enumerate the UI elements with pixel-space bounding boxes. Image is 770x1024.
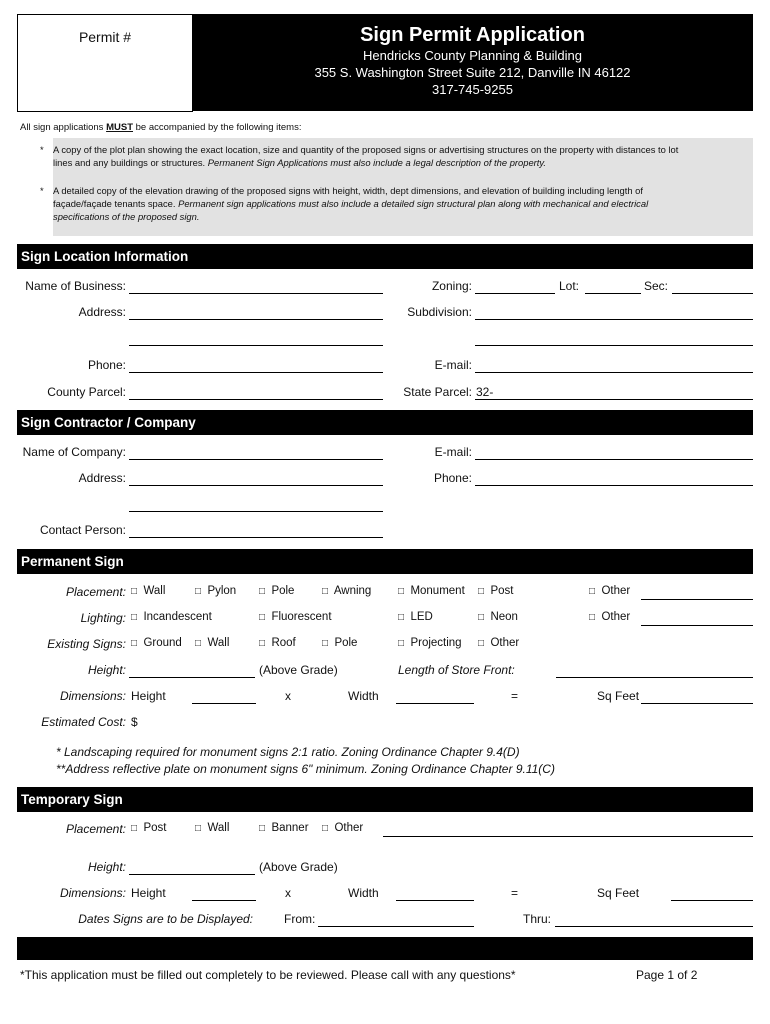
note1-line2b: Permanent Sign Applications must also include a legal description of the property. — [207, 157, 546, 168]
note2-line3: specifications of the proposed sign. — [53, 211, 200, 222]
temp-dim-width-field[interactable] — [396, 900, 474, 901]
perm-placement-awning-option[interactable] — [322, 585, 371, 597]
perm-placement-pole-option[interactable] — [259, 585, 294, 597]
company-name-label: Name of Company: — [22, 445, 126, 459]
perm-lighting-other-field[interactable] — [641, 625, 753, 626]
temp-dim-width-label: Width — [348, 886, 379, 900]
option-label: Awning — [333, 585, 372, 597]
section-permanent-sign: Permanent Sign — [17, 549, 753, 574]
perm-dim-width-label: Width — [348, 689, 379, 703]
checkbox-icon[interactable]: □ — [589, 612, 596, 623]
landscaping-note: * Landscaping required for monument signs 2:1 ratio. Zoning Ordinance Chapter 9.4(D) — [56, 745, 520, 759]
lot-field[interactable] — [585, 293, 641, 294]
sec-label: Sec: — [644, 279, 669, 293]
section-temporary-sign: Temporary Sign — [17, 787, 753, 812]
estimated-cost-dollar: $ — [131, 715, 138, 729]
business-name-label: Name of Business: — [25, 279, 126, 293]
business-phone-label: Phone: — [87, 358, 126, 372]
checkbox-icon[interactable]: □ — [131, 823, 138, 834]
perm-lighting-led-option[interactable] — [398, 611, 433, 623]
bullet: * — [40, 144, 44, 155]
temp-sq-feet-field[interactable] — [671, 900, 753, 901]
requirement-elevation — [40, 184, 740, 223]
company-address-field[interactable] — [129, 485, 383, 486]
perm-lighting-other-option[interactable] — [589, 611, 630, 623]
option-label: Wall — [207, 822, 230, 834]
perm-height-field[interactable] — [129, 677, 255, 678]
permit-number-label: Permit # — [78, 29, 132, 45]
requirement-plot-plan — [40, 143, 740, 169]
perm-placement-post-option[interactable] — [478, 585, 513, 597]
checkbox-icon[interactable]: □ — [259, 638, 266, 649]
checkbox-icon[interactable]: □ — [478, 638, 485, 649]
company-address-field-2[interactable] — [129, 511, 383, 512]
perm-placement-monument-option[interactable] — [398, 585, 465, 597]
business-address-field[interactable] — [129, 319, 383, 320]
lot-label: Lot: — [559, 279, 580, 293]
dates-from-field[interactable] — [318, 926, 474, 927]
option-label: Monument — [410, 585, 465, 597]
checkbox-icon[interactable]: □ — [322, 638, 329, 649]
option-label: Post — [143, 822, 167, 834]
zoning-label: Zoning: — [431, 279, 472, 293]
business-address-label: Address: — [78, 305, 126, 319]
temp-dim-x: x — [285, 886, 291, 900]
department-address: 355 S. Washington Street Suite 212, Danville IN 46122 — [314, 65, 631, 80]
option-label: Other — [490, 637, 520, 649]
department-phone: 317-745-9255 — [432, 82, 513, 97]
checkbox-icon[interactable]: □ — [131, 638, 138, 649]
section-sign-location: Sign Location Information — [17, 244, 753, 269]
checkbox-icon[interactable]: □ — [259, 586, 266, 597]
company-name-field[interactable] — [129, 459, 383, 460]
option-label: Incandescent — [143, 611, 212, 623]
perm-dim-width-field[interactable] — [396, 703, 474, 704]
perm-existing-wall-option[interactable] — [195, 637, 229, 649]
business-name-field[interactable] — [129, 293, 383, 294]
page-number: Page 1 of 2 — [636, 968, 698, 982]
perm-placement-wall-option[interactable] — [131, 585, 165, 597]
permit-number-box[interactable] — [17, 14, 193, 112]
perm-placement-other-option[interactable] — [589, 585, 630, 597]
note2-line2b: Permanent sign applications must also include a detailed sign structural plan along with mechanical and electrical — [178, 198, 649, 209]
temp-dim-equals: = — [511, 886, 519, 900]
option-label: Neon — [490, 611, 518, 623]
temp-height-label: Height: — [87, 860, 126, 874]
option-label: Pylon — [207, 585, 237, 597]
option-label: Other — [601, 611, 631, 623]
option-label: LED — [410, 611, 433, 623]
checkbox-icon[interactable]: □ — [398, 638, 405, 649]
option-label: Post — [490, 585, 514, 597]
temp-dim-height-field[interactable] — [192, 900, 256, 901]
perm-height-label: Height: — [87, 663, 126, 677]
company-phone-label: Phone: — [433, 471, 472, 485]
temp-sq-feet-label: Sq Feet — [597, 886, 640, 900]
checkbox-icon[interactable]: □ — [589, 586, 596, 597]
option-label: Ground — [143, 637, 182, 649]
checkbox-icon[interactable]: □ — [195, 823, 202, 834]
temp-dim-height-label: Height — [131, 886, 166, 900]
note1-line2a: lines and any buildings or structures. — [53, 157, 208, 168]
temp-placement-post-option[interactable] — [131, 822, 166, 834]
checkbox-icon[interactable]: □ — [195, 586, 202, 597]
state-parcel-value: 32- — [476, 385, 494, 399]
checkbox-icon[interactable]: □ — [478, 586, 485, 597]
county-parcel-field[interactable] — [129, 399, 383, 400]
checkbox-icon[interactable]: □ — [195, 638, 202, 649]
temp-placement-wall-option[interactable] — [195, 822, 229, 834]
page-title: Sign Permit Application — [360, 24, 585, 46]
perm-sq-feet-label: Sq Feet — [597, 689, 640, 703]
perm-lighting-fluorescent-option[interactable] — [259, 611, 332, 623]
intro-pre: All sign applications — [20, 122, 107, 133]
store-front-field[interactable] — [556, 677, 753, 678]
company-email-field[interactable] — [475, 459, 753, 460]
section-sign-contractor: Sign Contractor / Company — [17, 410, 753, 435]
checkbox-icon[interactable]: □ — [478, 612, 485, 623]
perm-dim-x: x — [285, 689, 291, 703]
option-label: Other — [601, 585, 631, 597]
intro-text — [20, 122, 301, 133]
sec-field[interactable] — [672, 293, 753, 294]
option-label: Banner — [271, 822, 309, 834]
option-label: Pole — [334, 637, 358, 649]
temp-above-grade-label: (Above Grade) — [259, 860, 338, 874]
checkbox-icon[interactable]: □ — [131, 586, 138, 597]
contact-person-field[interactable] — [129, 537, 383, 538]
perm-existing-ground-option[interactable] — [131, 637, 182, 649]
note2-line2a: façade/façade tenants space. — [53, 198, 179, 209]
subdivision-field-2[interactable] — [475, 345, 753, 346]
option-label: Fluorescent — [271, 611, 332, 623]
business-phone-field[interactable] — [129, 372, 383, 373]
checkbox-icon[interactable]: □ — [259, 612, 266, 623]
temp-placement-banner-option[interactable] — [259, 822, 309, 834]
intro-must: MUST — [106, 122, 133, 133]
checkbox-icon[interactable]: □ — [259, 823, 266, 834]
subdivision-label: Subdivision: — [407, 305, 472, 319]
checkbox-icon[interactable]: □ — [322, 823, 329, 834]
checkbox-icon[interactable]: □ — [131, 612, 138, 623]
business-email-label: E-mail: — [434, 358, 472, 372]
estimated-cost-label: Estimated Cost: — [41, 715, 126, 729]
bottom-bar — [17, 937, 753, 960]
perm-existing-roof-option[interactable] — [259, 637, 296, 649]
option-label: Roof — [271, 637, 296, 649]
perm-dim-height-field[interactable] — [192, 703, 256, 704]
note1-line1: A copy of the plot plan showing the exact location, size and quantity of the proposed signs or advertising structures on the property with distances to lot — [53, 144, 679, 155]
option-label: Wall — [207, 637, 230, 649]
perm-lighting-label: Lighting: — [80, 611, 126, 625]
checkbox-icon[interactable]: □ — [398, 612, 405, 623]
contact-person-label: Contact Person: — [39, 523, 126, 537]
perm-existing-label: Existing Signs: — [47, 637, 126, 651]
note2-line1: A detailed copy of the elevation drawing of the proposed signs with height, width, dept dimensions, and elevation of building including length of — [53, 185, 643, 196]
header-banner — [192, 14, 753, 111]
temp-height-field[interactable] — [129, 874, 255, 875]
intro-post: be accompanied by the following items: — [133, 122, 302, 133]
temp-placement-other-field[interactable] — [383, 836, 753, 837]
perm-lighting-neon-option[interactable] — [478, 611, 518, 623]
business-email-field[interactable] — [475, 372, 753, 373]
perm-sq-feet-field[interactable] — [641, 703, 753, 704]
option-label: Projecting — [410, 637, 462, 649]
address-plate-note: **Address reflective plate on monument signs 6" minimum. Zoning Ordinance Chapter 9.11(C) — [56, 762, 555, 776]
perm-existing-pole-option[interactable] — [322, 637, 357, 649]
checkbox-icon[interactable]: □ — [398, 586, 405, 597]
state-parcel-label: State Parcel: — [403, 385, 472, 399]
perm-dimensions-label: Dimensions: — [59, 689, 126, 703]
temp-dimensions-label: Dimensions: — [59, 886, 126, 900]
option-label: Pole — [271, 585, 295, 597]
temp-placement-other-option[interactable] — [322, 822, 363, 834]
option-label: Other — [334, 822, 364, 834]
dates-thru-label: Thru: — [523, 912, 552, 926]
company-phone-field[interactable] — [475, 485, 753, 486]
zoning-field[interactable] — [475, 293, 555, 294]
perm-dim-height-label: Height — [131, 689, 166, 703]
perm-dim-equals: = — [511, 689, 519, 703]
checkbox-icon[interactable]: □ — [322, 586, 329, 597]
perm-existing-projecting-option[interactable] — [398, 637, 462, 649]
department-name: Hendricks County Planning & Building — [363, 48, 582, 63]
perm-lighting-incandescent-option[interactable] — [131, 611, 212, 623]
company-email-label: E-mail: — [434, 445, 472, 459]
temp-placement-label: Placement: — [65, 822, 126, 836]
perm-existing-other-option[interactable] — [478, 637, 519, 649]
subdivision-field[interactable] — [475, 319, 753, 320]
dates-from-label: From: — [284, 912, 316, 926]
business-address-field-2[interactable] — [129, 345, 383, 346]
perm-placement-other-field[interactable] — [641, 599, 753, 600]
perm-placement-label: Placement: — [65, 585, 126, 599]
store-front-label: Length of Store Front: — [398, 663, 515, 677]
company-address-label: Address: — [78, 471, 126, 485]
county-parcel-label: County Parcel: — [47, 385, 126, 399]
perm-above-grade-label: (Above Grade) — [259, 663, 338, 677]
option-label: Wall — [143, 585, 166, 597]
state-parcel-field[interactable] — [475, 399, 753, 400]
bullet: * — [40, 185, 44, 196]
dates-thru-field[interactable] — [555, 926, 753, 927]
dates-displayed-label: Dates Signs are to be Displayed: — [78, 912, 253, 926]
perm-placement-pylon-option[interactable] — [195, 585, 236, 597]
footer-note: *This application must be filled out completely to be reviewed. Please call with any questions* — [20, 968, 516, 982]
